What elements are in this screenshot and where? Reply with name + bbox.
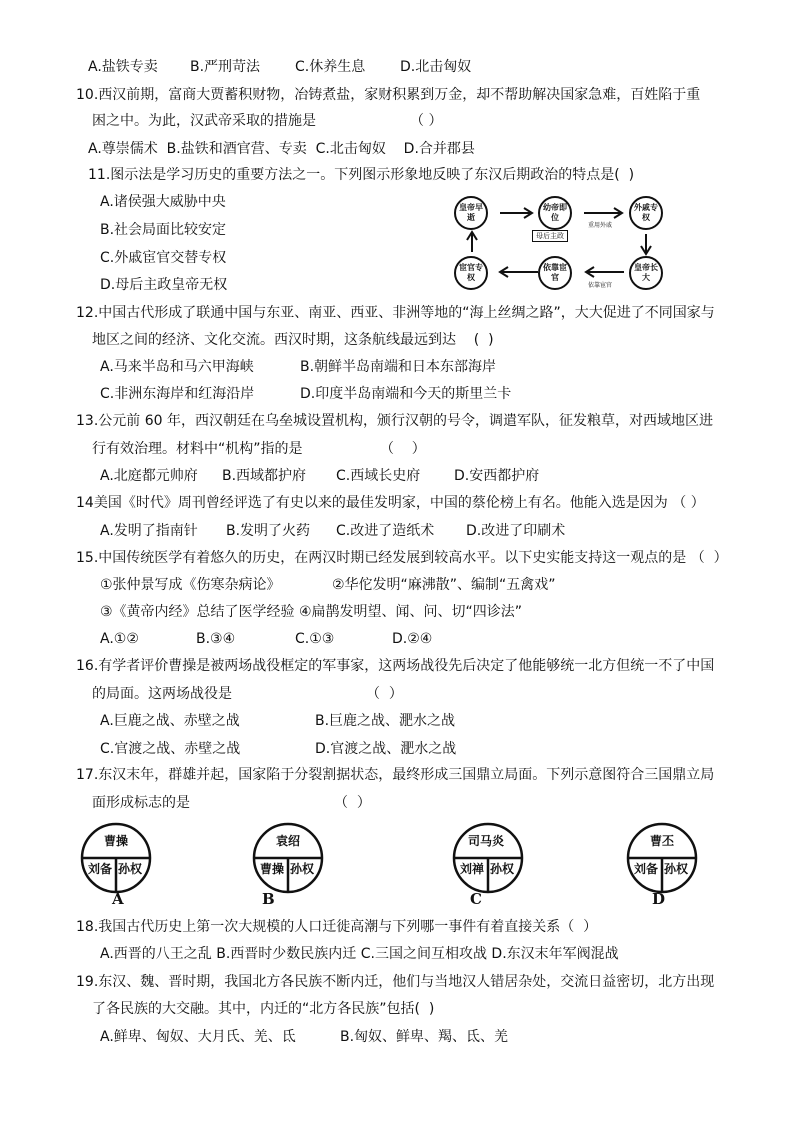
q16-option-b: B.巨鹿之战、淝水之战 <box>315 713 456 729</box>
q13-option-c: C.西域长史府 <box>336 468 421 484</box>
q12-option-d: D.印度半岛南端和今天的斯里兰卡 <box>300 386 512 402</box>
q18-stem: 18.我国古代历史上第一次大规模的人口迁徙高潮与下列哪一事件有着直接关系（ ） <box>76 919 598 935</box>
q13-option-a: A.北庭都元帅府 <box>100 468 198 484</box>
flow-note-rely-consort: 重用外戚 <box>588 222 613 229</box>
q15-option-a: A.①② <box>100 631 139 647</box>
q10-stem-line2: 困之中。为此，汉武帝采取的措施是 <box>92 113 316 129</box>
flow-node-consort-power: 外戚专权 <box>629 196 663 230</box>
q15-option-b: B.③④ <box>196 631 236 647</box>
q17-circle-d <box>626 822 698 894</box>
q17-paren: （ ） <box>334 795 371 811</box>
q17-label-b: B <box>262 890 275 908</box>
q19-option-b: B.匈奴、鲜卑、羯、氐、羌 <box>340 1029 509 1045</box>
circle-d-right: 孙权 <box>664 862 689 876</box>
q10-options: A.尊崇儒术 B.盐铁和酒官营、专卖 C.北击匈奴 D.合并郡县 <box>88 141 475 157</box>
q18-options: A.西晋的八王之乱 B.西晋时少数民族内迁 C.三国之间互相攻战 D.东汉末年军阀混战 <box>100 946 619 962</box>
q13-paren: （ ） <box>380 441 426 457</box>
q15-statement-3-4: ③《黄帝内经》总结了医学经验 ④扁鹊发明望、闻、问、切“四诊法” <box>100 604 523 620</box>
q12-option-c: C.非洲东海岸和红海沿岸 <box>100 386 255 402</box>
q12-option-a: A.马来半岛和马六甲海峡 <box>100 359 254 375</box>
q11-option-d: D.母后主政皇帝无权 <box>100 277 228 293</box>
q11-option-b: B.社会局面比较安定 <box>100 222 227 238</box>
q14-option-b: B.发明了火药 <box>226 523 311 539</box>
q11-option-a: A.诸侯强大威胁中央 <box>100 194 226 210</box>
flow-node-remove-consort: 依靠宦官 <box>538 256 572 290</box>
q19-stem-line2: 了各民族的大交融。其中，内迁的“北方各民族”包括( ) <box>92 1001 435 1017</box>
q16-stem-line1: 16.有学者评价曹操是被两场战役框定的军事家，这两场战役先后决定了他能够统一北方但统一不了中国 <box>76 658 715 674</box>
circle-a-left: 刘备 <box>88 862 113 876</box>
q13-stem-line2: 行有效治理。材料中“机构”指的是 <box>92 441 303 457</box>
circle-b-top: 袁绍 <box>276 834 301 848</box>
q17-stem-line1: 17.东汉末年，群雄并起，国家陷于分裂割据状态，最终形成三国鼎立局面。下列示意图符合三国鼎立局 <box>76 767 715 783</box>
q12-stem-line1: 12.中国古代形成了联通中国与东亚、南亚、西亚、非洲等地的“海上丝绸之路”，大大促进了不同国家与 <box>76 305 715 321</box>
q9-option-c: C.休养生息 <box>295 59 366 75</box>
q12-stem-line2: 地区之间的经济、文化交流。西汉时期，这条航线最远到达 ( ) <box>92 332 494 348</box>
q17-circle-b <box>252 822 324 894</box>
q16-option-a: A.巨鹿之战、赤壁之战 <box>100 713 240 729</box>
circle-d-top: 曹丕 <box>650 834 675 848</box>
flow-node-emperor-early-death: 皇帝早逝 <box>454 196 488 230</box>
q17-circle-a <box>80 822 152 894</box>
flow-node-emperor-grown: 皇帝长大 <box>629 256 663 290</box>
q15-statement-2: ②华佗发明“麻沸散”、编制“五禽戏” <box>332 577 556 593</box>
q15-statement-1: ①张仲景写成《伤寒杂病论》 <box>100 577 281 593</box>
q12-option-b: B.朝鲜半岛南端和日本东部海岸 <box>300 359 497 375</box>
q9-option-a: A.盐铁专卖 <box>88 59 158 75</box>
q16-paren: （ ） <box>366 686 403 702</box>
circle-d-left: 刘备 <box>634 862 659 876</box>
q10-paren: （ ） <box>410 113 443 129</box>
q13-stem-line1: 13.公元前 60 年，西汉朝廷在乌垒城设置机构，颁行汉朝的号令，调遣军队，征发粮草，对西域地区进 <box>76 413 713 429</box>
q10-stem-line1: 10.西汉前期，富商大贾蓄积财物，冶铸煮盐，家财积累到万金，却不帮助解决国家急难，百姓陷于重 <box>76 87 701 103</box>
q15-stem: 15.中国传统医学有着悠久的历史，在两汉时期已经发展到较高水平。以下史实能支持这一观点的是 （ ） <box>76 550 728 566</box>
q19-option-a: A.鲜卑、匈奴、大月氏、羌、氐 <box>100 1029 296 1045</box>
q15-option-d: D.②④ <box>392 631 433 647</box>
q13-option-b: B.西域都护府 <box>222 468 307 484</box>
q14-option-a: A.发明了指南针 <box>100 523 198 539</box>
q11-flowchart <box>452 196 682 292</box>
circle-a-top: 曹操 <box>104 834 129 848</box>
circle-b-left: 曹操 <box>260 862 285 876</box>
q15-option-c: C.①③ <box>295 631 335 647</box>
q17-label-a: A <box>112 890 124 908</box>
circle-c-right: 孙权 <box>490 862 515 876</box>
circle-c-left: 刘禅 <box>460 862 485 876</box>
q14-option-d: D.改进了印刷术 <box>466 523 566 539</box>
circle-a-right: 孙权 <box>118 862 143 876</box>
flow-node-eunuch-power: 宦官专权 <box>454 256 488 290</box>
q11-stem: 11.图示法是学习历史的重要方法之一。下列图示形象地反映了东汉后期政治的特点是( ) <box>88 167 635 183</box>
q16-option-c: C.官渡之战、赤壁之战 <box>100 741 241 757</box>
q9-option-d: D.北击匈奴 <box>400 59 472 75</box>
q13-option-d: D.安西都护府 <box>454 468 540 484</box>
q17-label-c: C <box>470 890 482 908</box>
flow-box-empress-dowager: 母后主政 <box>532 230 568 242</box>
q17-label-d: D <box>652 890 666 908</box>
q14-option-c: C.改进了造纸术 <box>336 523 435 539</box>
q17-circle-c <box>452 822 524 894</box>
circle-b-right: 孙权 <box>290 862 315 876</box>
q17-stem-line2: 面形成标志的是 <box>92 795 190 811</box>
q16-stem-line2: 的局面。这两场战役是 <box>92 686 232 702</box>
q9-option-b: B.严刑苛法 <box>190 59 261 75</box>
q16-option-d: D.官渡之战、淝水之战 <box>315 741 457 757</box>
flow-note-rely-eunuch: 依靠宦官 <box>588 282 613 289</box>
q11-option-c: C.外戚宦官交替专权 <box>100 250 227 266</box>
q19-stem-line1: 19.东汉、魏、晋时期，我国北方各民族不断内迁，他们与当地汉人错居杂处，交流日益密切，北方出现 <box>76 974 715 990</box>
flow-node-child-emperor: 幼帝即位 <box>538 196 572 230</box>
q14-stem: 14美国《时代》周刊曾经评选了有史以来的最佳发明家，中国的蔡伦榜上有名。他能入选是因为 （ ） <box>76 495 705 511</box>
circle-c-top: 司马炎 <box>468 834 505 848</box>
